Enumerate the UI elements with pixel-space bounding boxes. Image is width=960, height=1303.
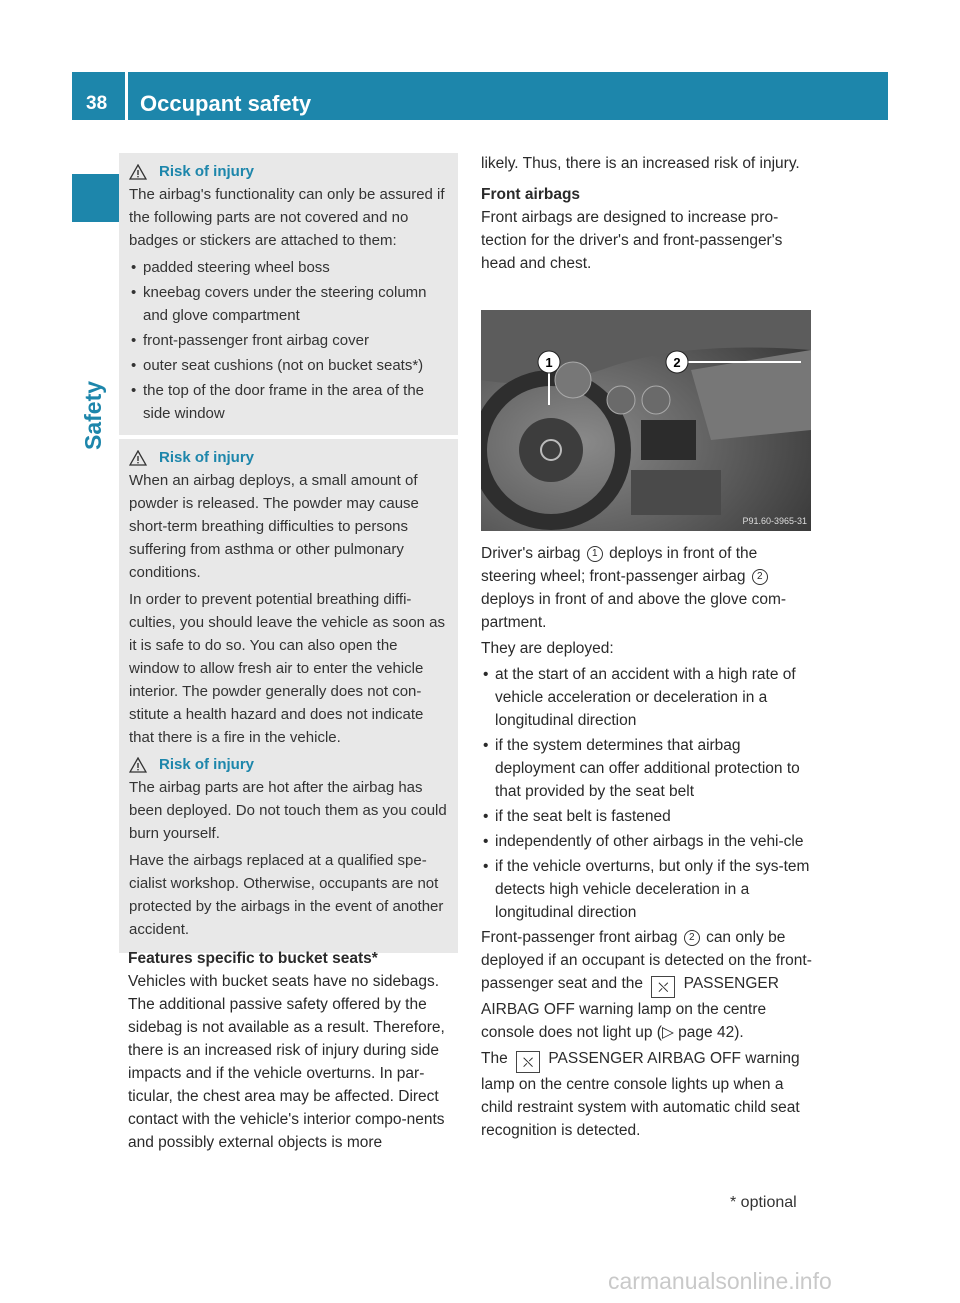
callout-1-label: 1 bbox=[545, 355, 553, 370]
warning-triangle-icon bbox=[129, 164, 147, 180]
centre-console-display bbox=[641, 420, 696, 460]
warning-text: In order to prevent potential breathing diffi-culties, you should leave the vehicle as soon as it is safe to do so. You can also open the window to allow fresh air to enter the vehicle interior. The powder generally does not con-stitute a health hazard and does not indicate that there is a fire in the vehicle. bbox=[129, 591, 446, 746]
instrument-gauge bbox=[555, 362, 591, 398]
warning-heading bbox=[129, 446, 449, 469]
warning-title: Risk of injury bbox=[159, 449, 255, 466]
warning-text: The airbag's functionality can only be assured if the following parts are not covered and no badges or stickers are attached to them: bbox=[129, 186, 445, 249]
warning-heading bbox=[129, 753, 449, 776]
right-column bbox=[481, 152, 814, 278]
warning-text: When an airbag deploys, a small amount of powder is released. The powder may cause short-term breathing difficulties to persons suffering from asthma or other pulmonary conditions. bbox=[129, 472, 419, 581]
callout-marker-1: 1 bbox=[587, 546, 603, 562]
warning-title: Risk of injury bbox=[159, 756, 255, 773]
list-item: • at the start of an accident with a high rate of vehicle acceleration or deceleration in a longitudinal direction bbox=[481, 663, 816, 732]
section-title: Occupant safety bbox=[140, 91, 312, 116]
warning-text: Have the airbags replaced at a qualified spe-cialist workshop. Otherwise, occupants are not protected by the airbags in the event of another accident. bbox=[129, 852, 444, 938]
list-item: • front-passenger front airbag cover bbox=[129, 329, 449, 352]
front-airbags-heading: Front airbags bbox=[481, 186, 581, 203]
footnote: * optional bbox=[730, 1194, 797, 1211]
air-vent-2 bbox=[642, 386, 670, 414]
list-item: • the top of the door frame in the area of the side window bbox=[129, 379, 449, 425]
deployed-intro: They are deployed: bbox=[481, 640, 614, 657]
warning-box-1 bbox=[119, 153, 458, 435]
bucket-seats-heading: Features specific to bucket seats* bbox=[128, 950, 378, 967]
callout-marker-2: 2 bbox=[684, 930, 700, 946]
warning-heading bbox=[129, 160, 449, 183]
front-airbags-text: Front airbags are designed to increase pro-tection for the driver's and front-passenger's head and chest. bbox=[481, 209, 783, 272]
bucket-seats-section bbox=[128, 947, 463, 1157]
list-item: • if the vehicle overturns, but only if the sys-tem detects high vehicle deceleration in a longitudinal direction bbox=[481, 855, 816, 924]
list-item: • if the seat belt is fastened bbox=[481, 805, 816, 828]
warning-triangle-icon bbox=[129, 450, 147, 466]
passenger-airbag-off-icon: ⛌ bbox=[516, 1051, 540, 1073]
steering-wheel-boss bbox=[519, 418, 583, 482]
sidebar-tab-block bbox=[72, 174, 126, 222]
fp-part2: can only be deployed if an occupant is detected on the front-passenger seat and the bbox=[481, 929, 812, 992]
callout-marker-2: 2 bbox=[752, 569, 768, 585]
passenger-airbag-off-icon: ⛌ bbox=[651, 976, 675, 998]
dashboard-airbag-figure bbox=[481, 310, 811, 531]
desc-part3: deploys in front of and above the glove com-partment. bbox=[481, 591, 787, 631]
the-word: The bbox=[481, 1050, 508, 1067]
warning-list bbox=[129, 256, 449, 425]
list-item: • if the system determines that airbag deployment can offer additional protection to that provided by the seat belt bbox=[481, 734, 816, 803]
airbag-description bbox=[481, 542, 816, 1145]
continuation-text: likely. Thus, there is an increased risk of injury. bbox=[481, 155, 800, 172]
list-item: • independently of other airbags in the vehi-cle bbox=[481, 830, 816, 853]
deployment-list bbox=[481, 663, 816, 924]
air-vent-1 bbox=[607, 386, 635, 414]
warning-text: The airbag parts are hot after the airbag has been deployed. Do not touch them as you could burn yourself. bbox=[129, 779, 447, 842]
list-item: • padded steering wheel boss bbox=[129, 256, 449, 279]
fp-part1: Front-passenger front airbag bbox=[481, 929, 678, 946]
warning-box-2 bbox=[119, 439, 458, 761]
centre-console bbox=[631, 470, 721, 515]
desc-part2: deploys in front of the steering wheel; front-passenger airbag bbox=[481, 545, 758, 585]
warning-triangle-icon bbox=[129, 757, 147, 773]
figure-code: P91.60-3965-31 bbox=[742, 516, 807, 526]
sidebar-label: Safety bbox=[80, 380, 106, 450]
warning-title: Risk of injury bbox=[159, 163, 255, 180]
list-item: • kneebag covers under the steering column and glove compartment bbox=[129, 281, 449, 327]
warning-box-3 bbox=[119, 746, 458, 953]
page-reference[interactable]: (▷ page 42). bbox=[656, 1024, 744, 1041]
fp-part3: PASSENGER AIRBAG OFF warning lamp on the centre console does not light up bbox=[481, 975, 779, 1041]
header-divider bbox=[125, 72, 128, 120]
lamp-text: PASSENGER AIRBAG OFF warning lamp on the centre console lights up when a child restraint system with automatic child seat recognition is detected. bbox=[481, 1050, 800, 1139]
watermark: carmanualsonline.info bbox=[608, 1268, 832, 1294]
desc-part1: Driver's airbag bbox=[481, 545, 581, 562]
list-item: • outer seat cushions (not on bucket seats*) bbox=[129, 354, 449, 377]
page-number: 38 bbox=[86, 93, 108, 114]
bucket-seats-text: Vehicles with bucket seats have no sidebags. The additional passive safety offered by the sidebag is not available as a result. Therefore, there is an increased risk of injury during side impacts and if the vehicle overturns. In par-ticular, the chest area may be affected. Direct contact with the vehicle's interior compo-nents and possibly external objects is more bbox=[128, 973, 445, 1151]
callout-2-label: 2 bbox=[673, 355, 681, 370]
